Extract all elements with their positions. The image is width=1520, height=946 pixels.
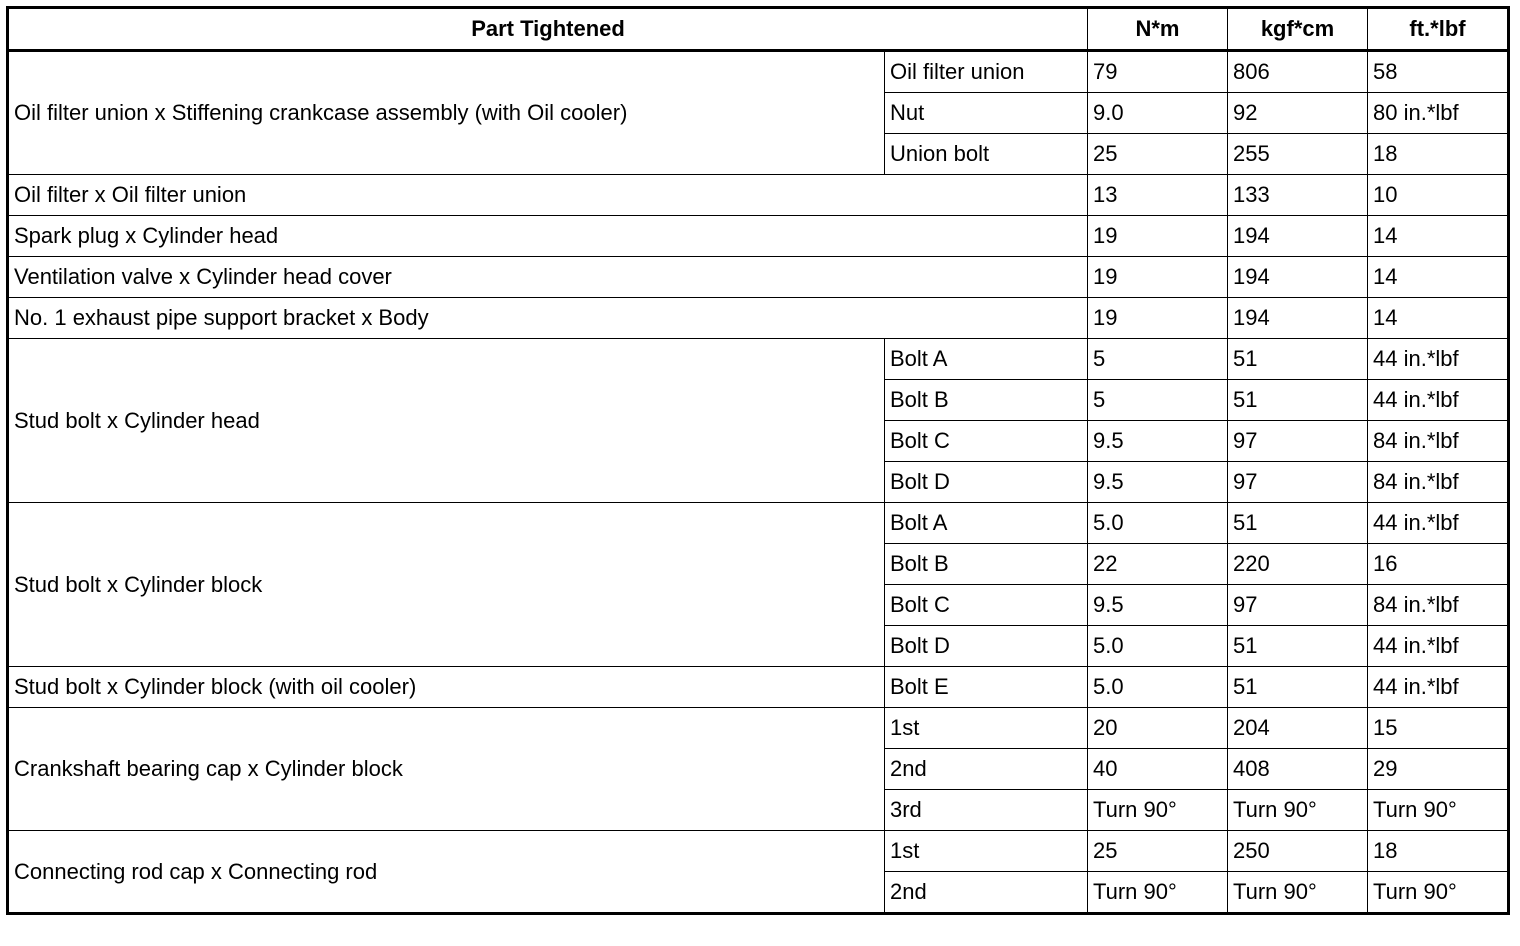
torque-ftlbf-cell: 14 [1368, 216, 1509, 257]
sub-part-cell: Bolt D [885, 462, 1088, 503]
header-kgfcm: kgf*cm [1228, 8, 1368, 51]
sub-part-cell: Oil filter union [885, 51, 1088, 93]
torque-nm-cell: 5.0 [1088, 626, 1228, 667]
torque-nm-cell: 25 [1088, 831, 1228, 872]
torque-nm-cell: 40 [1088, 749, 1228, 790]
torque-ftlbf-cell: 44 in.*lbf [1368, 339, 1509, 380]
torque-ftlbf-cell: 15 [1368, 708, 1509, 749]
torque-ftlbf-cell: Turn 90° [1368, 872, 1509, 914]
torque-kgfcm-cell: 51 [1228, 339, 1368, 380]
torque-nm-cell: Turn 90° [1088, 872, 1228, 914]
torque-kgfcm-cell: 194 [1228, 216, 1368, 257]
torque-kgfcm-cell: 92 [1228, 93, 1368, 134]
sub-part-cell: Bolt C [885, 421, 1088, 462]
table-row [8, 339, 1509, 380]
torque-kgfcm-cell: 194 [1228, 257, 1368, 298]
sub-part-cell: Bolt D [885, 626, 1088, 667]
torque-ftlbf-cell: 29 [1368, 749, 1509, 790]
torque-kgfcm-cell: 250 [1228, 831, 1368, 872]
sub-part-cell: Bolt C [885, 585, 1088, 626]
sub-part-cell: 2nd [885, 749, 1088, 790]
table-row [8, 503, 1509, 544]
torque-nm-cell: 22 [1088, 544, 1228, 585]
part-tightened-cell: Spark plug x Cylinder head [8, 216, 1088, 257]
torque-nm-cell: Turn 90° [1088, 790, 1228, 831]
sub-part-cell: 3rd [885, 790, 1088, 831]
torque-ftlbf-cell: 84 in.*lbf [1368, 462, 1509, 503]
part-tightened-cell: Stud bolt x Cylinder block [8, 503, 885, 667]
part-tightened-cell: Stud bolt x Cylinder head [8, 339, 885, 503]
table-row [8, 667, 1509, 708]
torque-ftlbf-cell: Turn 90° [1368, 790, 1509, 831]
torque-nm-cell: 9.5 [1088, 585, 1228, 626]
table-row [8, 298, 1509, 339]
table-row [8, 831, 1509, 872]
part-tightened-cell: Oil filter union x Stiffening crankcase assembly (with Oil cooler) [8, 51, 885, 175]
table-row [8, 257, 1509, 298]
torque-ftlbf-cell: 44 in.*lbf [1368, 667, 1509, 708]
sub-part-cell: Bolt E [885, 667, 1088, 708]
torque-kgfcm-cell: 133 [1228, 175, 1368, 216]
sub-part-cell: 2nd [885, 872, 1088, 914]
torque-ftlbf-cell: 84 in.*lbf [1368, 421, 1509, 462]
torque-nm-cell: 13 [1088, 175, 1228, 216]
torque-nm-cell: 5.0 [1088, 667, 1228, 708]
part-tightened-cell: No. 1 exhaust pipe support bracket x Body [8, 298, 1088, 339]
torque-ftlbf-cell: 44 in.*lbf [1368, 503, 1509, 544]
torque-ftlbf-cell: 80 in.*lbf [1368, 93, 1509, 134]
sub-part-cell: 1st [885, 708, 1088, 749]
torque-nm-cell: 19 [1088, 298, 1228, 339]
torque-ftlbf-cell: 14 [1368, 298, 1509, 339]
sub-part-cell: Bolt B [885, 380, 1088, 421]
torque-ftlbf-cell: 44 in.*lbf [1368, 626, 1509, 667]
torque-kgfcm-cell: Turn 90° [1228, 790, 1368, 831]
header-ftlbf: ft.*lbf [1368, 8, 1509, 51]
torque-kgfcm-cell: 97 [1228, 462, 1368, 503]
torque-kgfcm-cell: 194 [1228, 298, 1368, 339]
torque-kgfcm-cell: 408 [1228, 749, 1368, 790]
torque-kgfcm-cell: 51 [1228, 626, 1368, 667]
torque-spec-table [6, 6, 1510, 915]
torque-nm-cell: 5.0 [1088, 503, 1228, 544]
torque-nm-cell: 9.5 [1088, 421, 1228, 462]
table-row [8, 708, 1509, 749]
torque-kgfcm-cell: 51 [1228, 380, 1368, 421]
torque-kgfcm-cell: 204 [1228, 708, 1368, 749]
torque-ftlbf-cell: 84 in.*lbf [1368, 585, 1509, 626]
torque-nm-cell: 19 [1088, 257, 1228, 298]
sub-part-cell: Bolt A [885, 339, 1088, 380]
sub-part-cell: Nut [885, 93, 1088, 134]
torque-kgfcm-cell: 51 [1228, 667, 1368, 708]
sub-part-cell: Bolt A [885, 503, 1088, 544]
torque-nm-cell: 9.5 [1088, 462, 1228, 503]
sub-part-cell: Union bolt [885, 134, 1088, 175]
torque-kgfcm-cell: 255 [1228, 134, 1368, 175]
torque-kgfcm-cell: 51 [1228, 503, 1368, 544]
part-tightened-cell: Crankshaft bearing cap x Cylinder block [8, 708, 885, 831]
torque-kgfcm-cell: 97 [1228, 585, 1368, 626]
torque-kgfcm-cell: 97 [1228, 421, 1368, 462]
torque-ftlbf-cell: 10 [1368, 175, 1509, 216]
torque-nm-cell: 79 [1088, 51, 1228, 93]
torque-nm-cell: 25 [1088, 134, 1228, 175]
header-nm: N*m [1088, 8, 1228, 51]
torque-kgfcm-cell: 806 [1228, 51, 1368, 93]
torque-ftlbf-cell: 14 [1368, 257, 1509, 298]
torque-kgfcm-cell: Turn 90° [1228, 872, 1368, 914]
torque-nm-cell: 9.0 [1088, 93, 1228, 134]
table-row [8, 175, 1509, 216]
table-row [8, 216, 1509, 257]
header-part-tightened: Part Tightened [8, 8, 1088, 51]
table-body [8, 51, 1509, 914]
torque-nm-cell: 5 [1088, 380, 1228, 421]
part-tightened-cell: Oil filter x Oil filter union [8, 175, 1088, 216]
torque-nm-cell: 5 [1088, 339, 1228, 380]
torque-kgfcm-cell: 220 [1228, 544, 1368, 585]
torque-ftlbf-cell: 18 [1368, 134, 1509, 175]
torque-ftlbf-cell: 16 [1368, 544, 1509, 585]
torque-nm-cell: 19 [1088, 216, 1228, 257]
torque-nm-cell: 20 [1088, 708, 1228, 749]
torque-ftlbf-cell: 18 [1368, 831, 1509, 872]
torque-ftlbf-cell: 58 [1368, 51, 1509, 93]
part-tightened-cell: Stud bolt x Cylinder block (with oil cooler) [8, 667, 885, 708]
torque-ftlbf-cell: 44 in.*lbf [1368, 380, 1509, 421]
table-row [8, 51, 1509, 93]
part-tightened-cell: Ventilation valve x Cylinder head cover [8, 257, 1088, 298]
part-tightened-cell: Connecting rod cap x Connecting rod [8, 831, 885, 914]
sub-part-cell: 1st [885, 831, 1088, 872]
header-row [8, 8, 1509, 51]
sub-part-cell: Bolt B [885, 544, 1088, 585]
